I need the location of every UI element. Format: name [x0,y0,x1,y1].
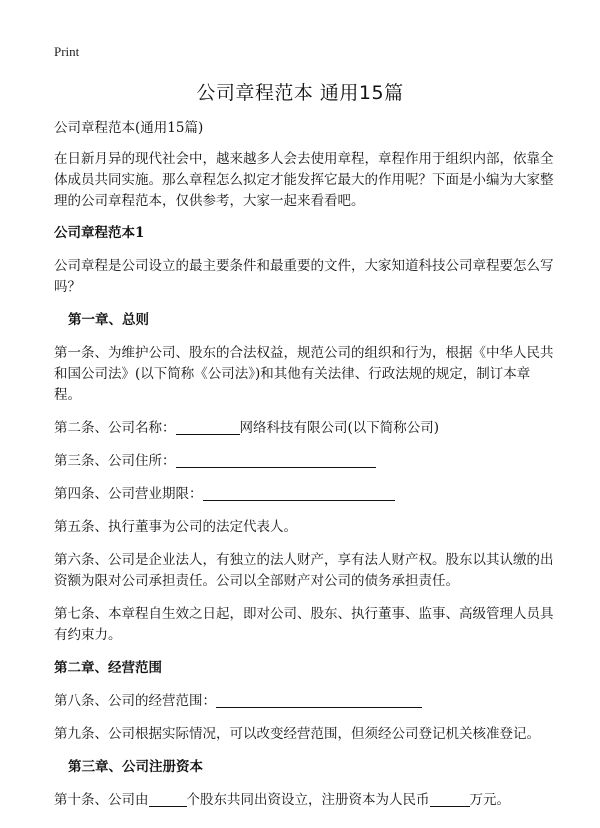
document-subtitle: 公司章程范本(通用15篇) [54,120,204,136]
section-intro-paragraph: 公司章程是公司设立的最主要条件和最重要的文件，大家知道科技公司章程要怎么写吗？ [54,258,554,295]
chapter-1-title: 第一章、总则 [68,312,149,328]
article-9: 第九条、公司根据实际情况，可以改变经营范围，但须经公司登记机关核准登记。 [54,726,540,742]
print-label[interactable]: Print [54,44,80,59]
chapter-3-title: 第三章、公司注册资本 [68,759,203,775]
section-heading: 公司章程范本1 [54,225,145,241]
chapter-2-title: 第二章、经营范围 [54,660,162,676]
article-7: 第七条、本章程自生效之日起，即对公司、股东、执行董事、监事、高级管理人员具有约束力。 [54,606,554,643]
business-scope-blank [216,693,422,708]
article-4 [54,484,554,505]
company-address-blank [176,453,376,468]
intro-paragraph: 在日新月异的现代社会中，越来越多人会去使用章程，章程作用于组织内部，依靠全体成员共同实施。那么章程怎么拟定才能发挥它最大的作用呢？下面是小编为大家整理的公司章程范本，仅供参考，大家一起来看看吧。 [54,151,554,209]
article-10-part1: 第十条、公司由 [54,792,149,808]
company-name-blank [176,420,240,435]
document-body [54,118,554,823]
capital-amount-blank [430,792,470,807]
article-8-prefix: 第八条、公司的经营范围： [54,693,216,709]
article-8 [54,691,554,712]
article-5: 第五条、执行董事为公司的法定代表人。 [54,519,297,535]
business-term-blank [203,486,395,501]
article-10 [54,790,554,811]
article-3-prefix: 第三条、公司住所： [54,453,176,469]
article-2-suffix: 网络科技有限公司(以下简称公司) [239,420,440,436]
article-3 [54,451,554,472]
article-10-part2: 个股东共同出资设立，注册资本为人民币 [186,792,430,808]
article-2-prefix: 第二条、公司名称： [54,420,176,436]
shareholder-count-blank [149,792,187,807]
page-title: 公司章程范本 通用15篇 [196,82,404,104]
article-10-part3: 万元。 [469,792,510,808]
article-6: 第六条、公司是企业法人，有独立的法人财产，享有法人财产权。股东以其认缴的出资额为限对公司承担责任。公司以全部财产对公司的债务承担责任。 [54,552,554,589]
article-1: 第一条、为维护公司、股东的合法权益，规范公司的组织和行为，根据《中华人民共和国公司法》(以下简称《公司法》)和其他有关法律、行政法规的规定，制订本章程。 [54,345,554,403]
article-2 [54,418,554,439]
article-4-prefix: 第四条、公司营业期限： [54,486,203,502]
